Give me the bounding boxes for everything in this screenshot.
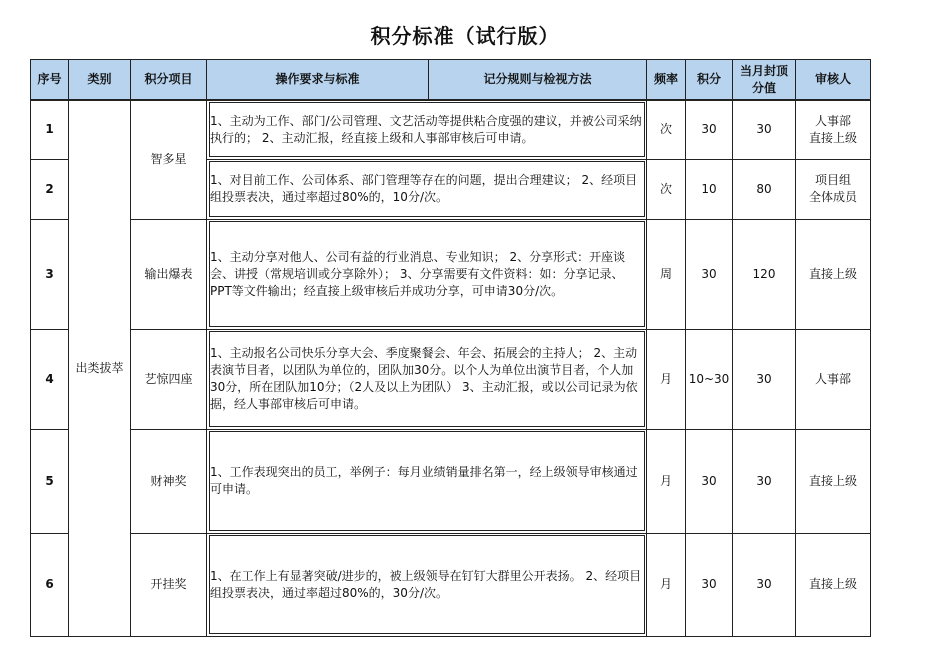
header-frequency: 频率: [647, 60, 686, 101]
reviewer-cell: 人事部 直接上级: [796, 100, 871, 159]
header-category: 类别: [69, 60, 131, 101]
header-points: 积分: [686, 60, 733, 101]
frequency-cell: 次: [647, 159, 686, 219]
requirement-cell: 1、工作表现突出的员工，举例子：每月业绩销量排名第一，经上级领导审核通过可申请。: [207, 429, 647, 533]
frequency-cell: 月: [647, 329, 686, 429]
item-cell: 艺惊四座: [131, 329, 207, 429]
header-requirement: 操作要求与标准: [207, 60, 429, 101]
frequency-cell: 月: [647, 429, 686, 533]
table-row: [31, 429, 871, 533]
requirement-cell: 1、主动报名公司快乐分享大会、季度聚餐会、年会、拓展会的主持人； 2、主动表演节目者，以团队为单位的，团队加30分。以个人为单位出演节目者，个人加30分，所在团队加10分；（2人及以上为团队） 3、主动汇报，或以公司记录为依据，经人事部审核后可申请。: [207, 329, 647, 429]
cap-cell: 120: [733, 219, 796, 329]
table-header-row: [31, 60, 871, 101]
reviewer-cell: 项目组 全体成员: [796, 159, 871, 219]
row-seq: 1: [31, 100, 69, 159]
frequency-cell: 月: [647, 533, 686, 636]
item-cell: 智多星: [131, 100, 207, 219]
table-row: [31, 100, 871, 159]
points-cell: 30: [686, 429, 733, 533]
header-item: 积分项目: [131, 60, 207, 101]
header-monthly-cap: 当月封顶 分值: [733, 60, 796, 101]
row-seq: 5: [31, 429, 69, 533]
requirement-cell: 1、主动分享对他人、公司有益的行业消息、专业知识； 2、分享形式：开座谈会、讲授（常规培训或分享除外）； 3、分享需要有文件资料：如：分享记录、PPT等文件输出；经直接上级审核后并成功分享，可申请30分/次。: [207, 219, 647, 329]
item-cell: 财神奖: [131, 429, 207, 533]
points-cell: 10~30: [686, 329, 733, 429]
points-cell: 10: [686, 159, 733, 219]
header-rules: 记分规则与检视方法: [429, 60, 647, 101]
reviewer-cell: 人事部: [796, 329, 871, 429]
table-row: [31, 533, 871, 636]
row-seq: 3: [31, 219, 69, 329]
reviewer-cell: 直接上级: [796, 429, 871, 533]
cap-cell: 30: [733, 429, 796, 533]
cap-cell: 30: [733, 329, 796, 429]
row-seq: 6: [31, 533, 69, 636]
item-cell: 开挂奖: [131, 533, 207, 636]
header-reviewer: 审核人: [796, 60, 871, 101]
frequency-cell: 次: [647, 100, 686, 159]
requirement-cell: 1、在工作上有显著突破/进步的，被上级领导在钉钉大群里公开表扬。 2、经项目组投票表决，通过率超过80%的，30分/次。: [207, 533, 647, 636]
cap-cell: 80: [733, 159, 796, 219]
row-seq: 4: [31, 329, 69, 429]
header-seq: 序号: [31, 60, 69, 101]
points-cell: 30: [686, 100, 733, 159]
reviewer-cell: 直接上级: [796, 219, 871, 329]
points-standard-table: [30, 59, 871, 637]
cap-cell: 30: [733, 533, 796, 636]
row-seq: 2: [31, 159, 69, 219]
requirement-cell: 1、主动为工作、部门/公司管理、文艺活动等提供粘合度强的建议，并被公司采纳执行的； 2、主动汇报，经直接上级和人事部审核后可申请。: [207, 100, 647, 159]
page-title: 积分标准（试行版）: [370, 24, 560, 48]
cap-cell: 30: [733, 100, 796, 159]
frequency-cell: 周: [647, 219, 686, 329]
reviewer-cell: 直接上级: [796, 533, 871, 636]
table-row: [31, 329, 871, 429]
points-cell: 30: [686, 533, 733, 636]
table-row: [31, 219, 871, 329]
category-cell: 出类拔萃: [69, 100, 131, 636]
points-cell: 30: [686, 219, 733, 329]
item-cell: 输出爆表: [131, 219, 207, 329]
requirement-cell: 1、对目前工作、公司体系、部门管理等存在的问题，提出合理建议； 2、经项目组投票表决，通过率超过80%的，10分/次。: [207, 159, 647, 219]
